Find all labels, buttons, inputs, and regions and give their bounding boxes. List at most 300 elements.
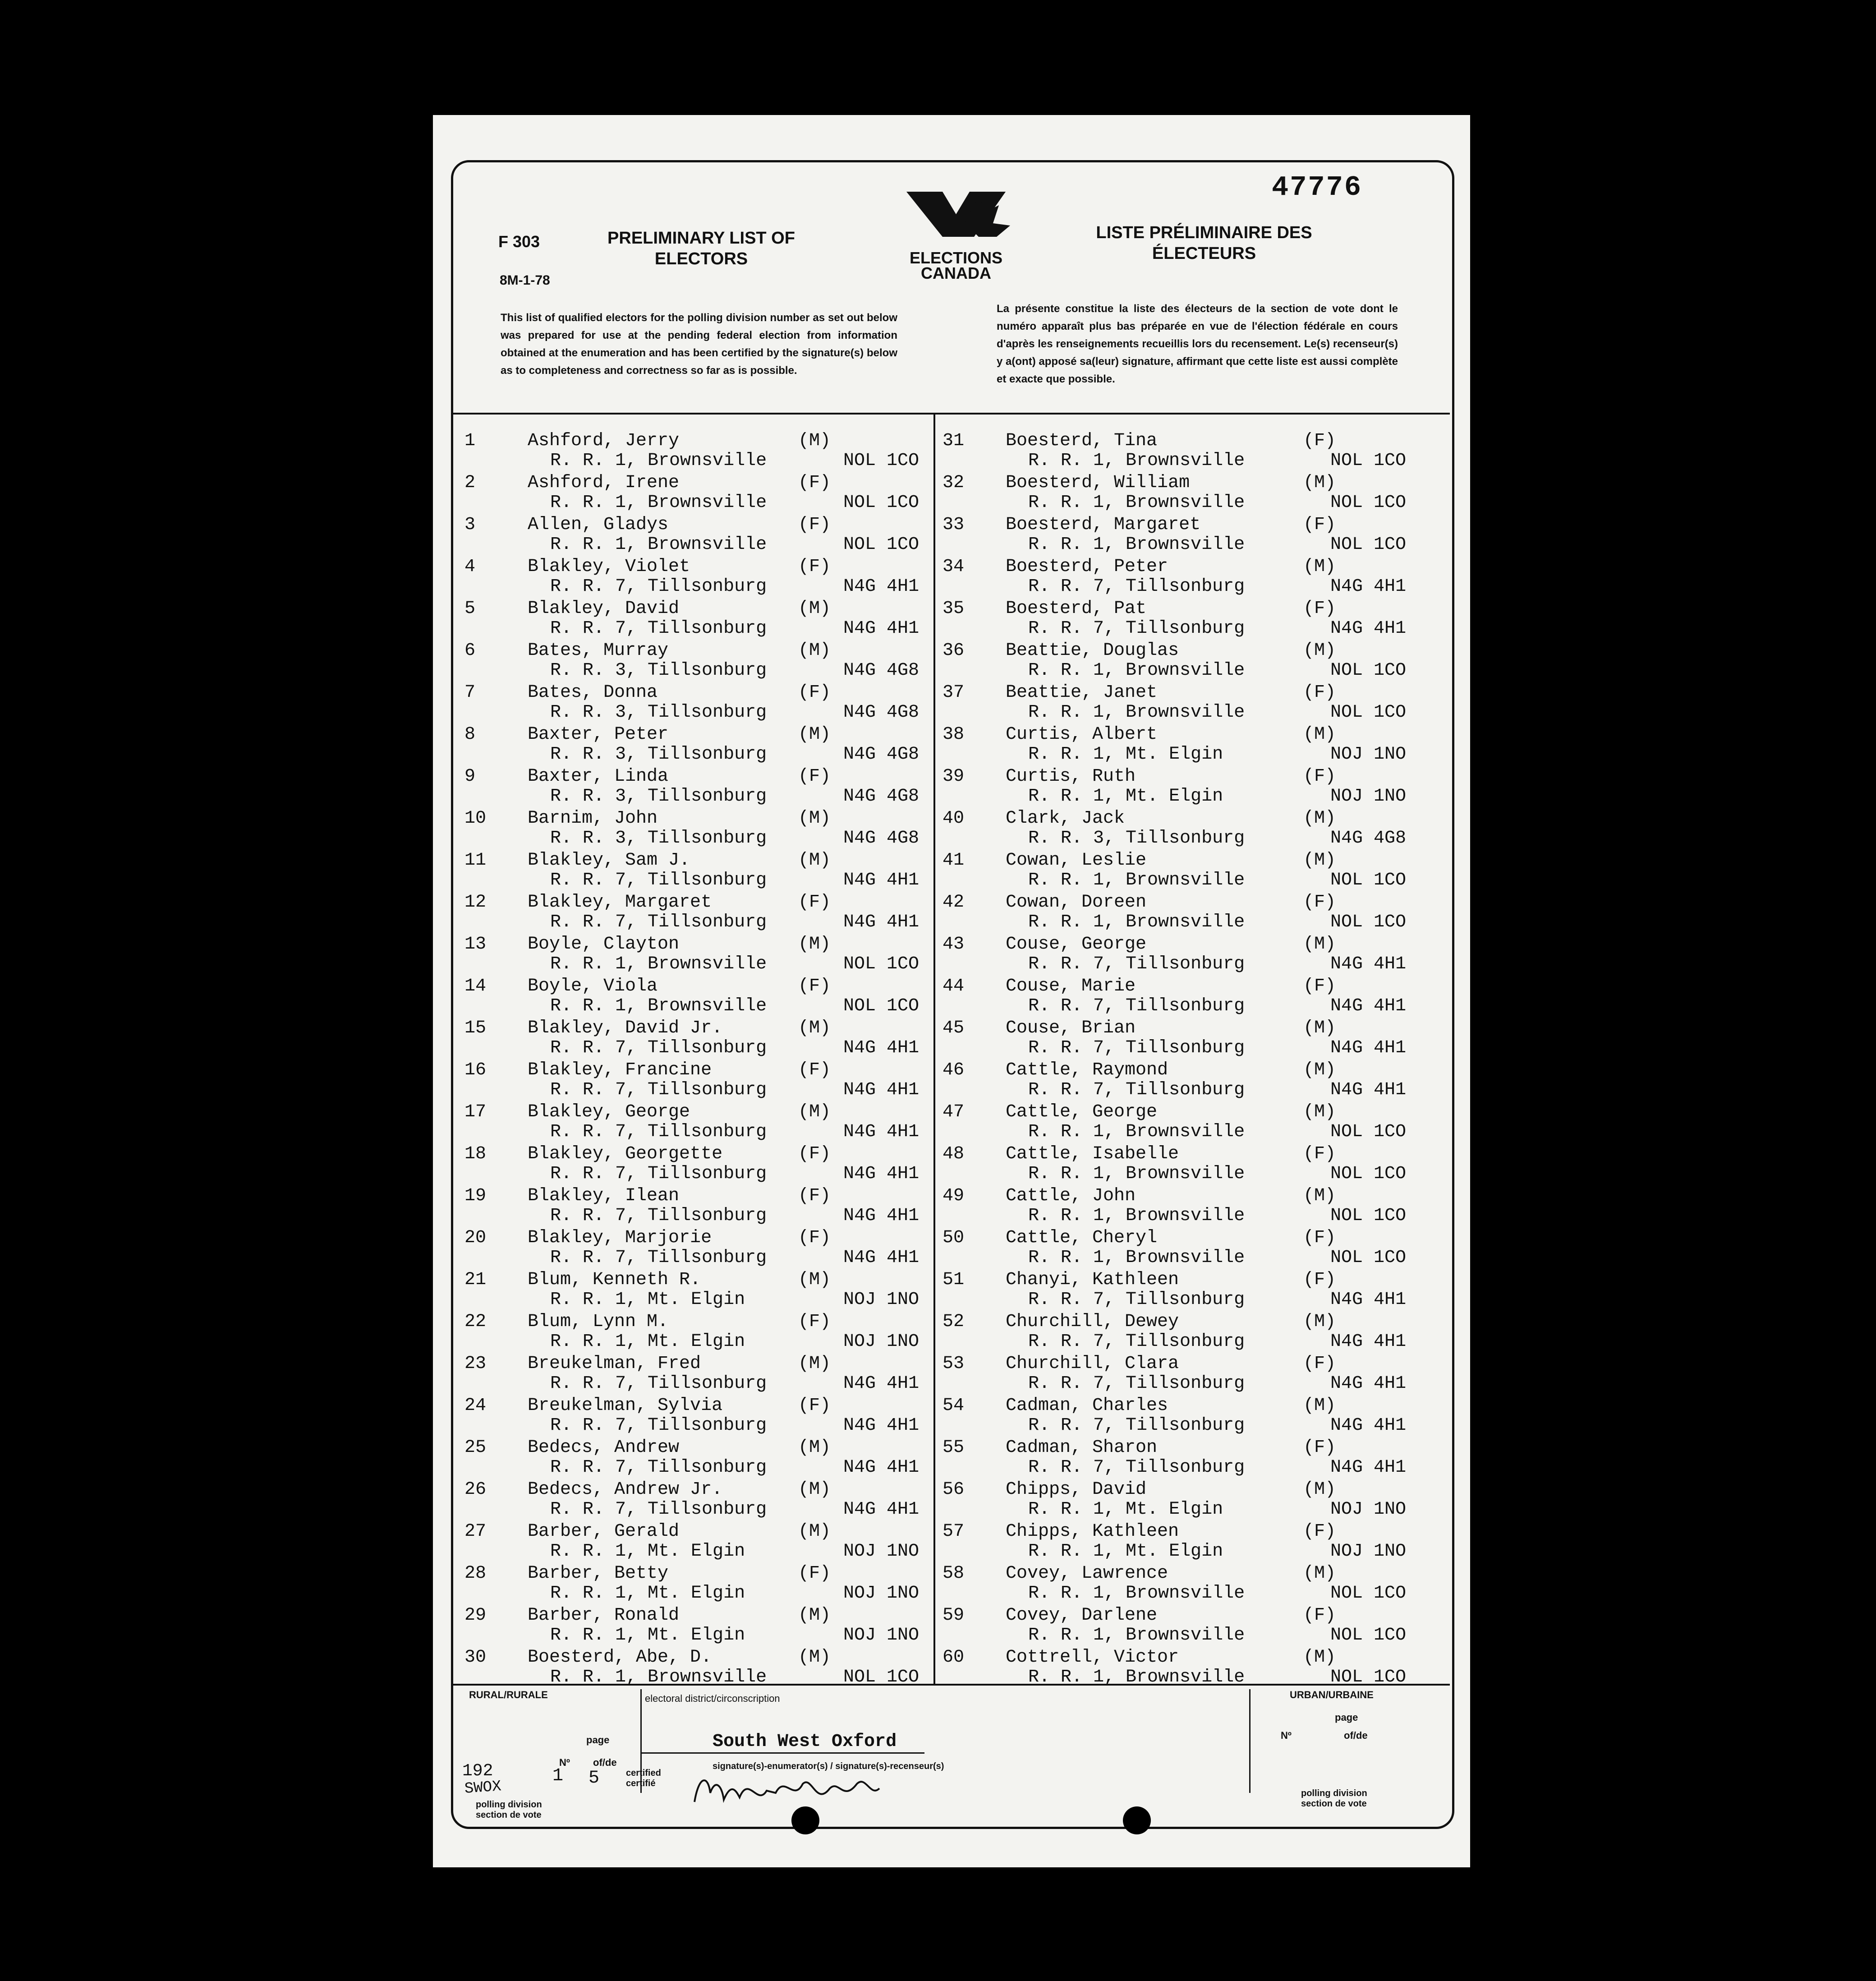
elector-number: 6 — [464, 640, 476, 661]
elector-name: Bedecs, Andrew — [528, 1437, 680, 1458]
elector-sex: (F) — [1303, 892, 1336, 912]
elector-name: Bedecs, Andrew Jr. — [528, 1479, 723, 1500]
elector-number: 2 — [464, 473, 476, 493]
elector-address: R. R. 7, Tillsonburg — [550, 1248, 767, 1268]
elector-number: 21 — [464, 1270, 487, 1290]
elector-number: 52 — [943, 1312, 965, 1332]
elector-postal-code: N4G 4H1 — [843, 1457, 920, 1478]
elector-sex: (M) — [1303, 808, 1336, 829]
elector-number: 60 — [943, 1647, 965, 1668]
elector-name: Couse, Brian — [1006, 1018, 1136, 1038]
elector-name: Cattle, Cheryl — [1006, 1228, 1158, 1248]
elector-address: R. R. 7, Tillsonburg — [1028, 1415, 1245, 1436]
elector-postal-code: NOL 1CO — [1330, 702, 1407, 723]
elector-sex: (M) — [1303, 934, 1336, 954]
elector-postal-code: N4G 4H1 — [1330, 1290, 1407, 1310]
elector-number: 46 — [943, 1060, 965, 1080]
elector-name: Cowan, Doreen — [1006, 892, 1147, 912]
elector-address: R. R. 1, Brownsville — [1028, 912, 1245, 932]
elector-name: Churchill, Dewey — [1006, 1312, 1179, 1332]
elector-name: Curtis, Albert — [1006, 724, 1158, 745]
elector-name: Barnim, John — [528, 808, 658, 829]
elector-sex: (M) — [1303, 1647, 1336, 1668]
elector-postal-code: NOJ 1NO — [843, 1625, 920, 1645]
elector-number: 51 — [943, 1270, 965, 1290]
elector-number: 31 — [943, 431, 965, 451]
elector-postal-code: N4G 4H1 — [843, 576, 920, 597]
elector-postal-code: N4G 4H1 — [1330, 576, 1407, 597]
elector-postal-code: NOL 1CO — [1330, 534, 1407, 555]
elector-sex: (M) — [798, 1479, 831, 1500]
elector-postal-code: N4G 4H1 — [1330, 1373, 1407, 1394]
elector-address: R. R. 1, Brownsville — [1028, 1122, 1245, 1142]
elector-number: 1 — [464, 431, 476, 451]
elector-number: 50 — [943, 1228, 965, 1248]
elector-number: 15 — [464, 1018, 487, 1038]
title-french: LISTE PRÉLIMINAIRE DES ÉLECTEURS — [1096, 223, 1312, 263]
elector-address: R. R. 1, Brownsville — [1028, 534, 1245, 555]
elector-name: Cottrell, Victor — [1006, 1647, 1179, 1668]
certified-label: certified certifié — [626, 1768, 661, 1788]
elector-address: R. R. 7, Tillsonburg — [1028, 618, 1245, 639]
elector-sex: (F) — [798, 1228, 831, 1248]
elector-number: 24 — [464, 1396, 487, 1416]
elector-postal-code: N4G 4H1 — [1330, 1080, 1407, 1100]
elector-sex: (M) — [1303, 557, 1336, 577]
elector-number: 23 — [464, 1354, 487, 1374]
elector-number: 49 — [943, 1186, 965, 1206]
elector-number: 33 — [943, 515, 965, 535]
elector-number: 16 — [464, 1060, 487, 1080]
elector-name: Blakley, Margaret — [528, 892, 712, 912]
elector-address: R. R. 1, Brownsville — [1028, 1248, 1245, 1268]
elector-name: Blum, Lynn M. — [528, 1312, 669, 1332]
elector-sex: (F) — [1303, 766, 1336, 787]
elector-sex: (F) — [798, 1563, 831, 1584]
elector-number: 4 — [464, 557, 476, 577]
elector-postal-code: NOL 1CO — [843, 493, 920, 513]
elector-address: R. R. 7, Tillsonburg — [1028, 1038, 1245, 1058]
elector-postal-code: NOL 1CO — [1330, 1583, 1407, 1603]
elector-name: Couse, George — [1006, 934, 1147, 954]
elector-address: R. R. 7, Tillsonburg — [550, 1415, 767, 1436]
elector-number: 48 — [943, 1144, 965, 1164]
column-divider — [933, 413, 935, 1685]
elector-address: R. R. 7, Tillsonburg — [550, 576, 767, 597]
elector-number: 29 — [464, 1605, 487, 1626]
elector-address: R. R. 3, Tillsonburg — [550, 828, 767, 848]
elector-sex: (F) — [798, 1312, 831, 1332]
elector-postal-code: NOL 1CO — [1330, 1625, 1407, 1645]
elector-address: R. R. 1, Brownsville — [1028, 660, 1245, 681]
elector-sex: (F) — [798, 515, 831, 535]
elector-sex: (M) — [1303, 1102, 1336, 1122]
elector-postal-code: N4G 4H1 — [1330, 1457, 1407, 1478]
elector-sex: (F) — [1303, 515, 1336, 535]
elector-name: Blakley, Sam J. — [528, 850, 690, 871]
elector-address: R. R. 1, Brownsville — [1028, 493, 1245, 513]
elector-address: R. R. 3, Tillsonburg — [550, 660, 767, 681]
punch-hole-right — [1123, 1806, 1151, 1834]
elector-name: Covey, Darlene — [1006, 1605, 1158, 1626]
elector-name: Breukelman, Sylvia — [528, 1396, 723, 1416]
elector-number: 39 — [943, 766, 965, 787]
elector-sex: (F) — [1303, 1354, 1336, 1374]
logo-line-1: ELECTIONS — [909, 249, 1002, 267]
elector-postal-code: N4G 4H1 — [843, 1373, 920, 1394]
elector-number: 26 — [464, 1479, 487, 1500]
elector-sex: (F) — [798, 1186, 831, 1206]
elector-sex: (M) — [1303, 724, 1336, 745]
elector-address: R. R. 1, Brownsville — [550, 451, 767, 471]
form-number: F 303 — [498, 232, 540, 251]
elector-number: 11 — [464, 850, 487, 871]
urban-page-label: page — [1335, 1712, 1358, 1723]
elector-sex: (F) — [798, 473, 831, 493]
elector-sex: (F) — [798, 1396, 831, 1416]
elector-postal-code: N4G 4G8 — [843, 660, 920, 681]
elector-postal-code: NOL 1CO — [1330, 1164, 1407, 1184]
elector-sex: (F) — [1303, 682, 1336, 703]
elector-postal-code: N4G 4G8 — [843, 744, 920, 765]
table-top-rule — [453, 413, 1450, 415]
elector-address: R. R. 7, Tillsonburg — [1028, 1373, 1245, 1394]
district-underline — [640, 1752, 924, 1754]
elector-address: R. R. 7, Tillsonburg — [550, 912, 767, 932]
elector-postal-code: N4G 4H1 — [843, 1164, 920, 1184]
elector-postal-code: NOJ 1NO — [1330, 786, 1407, 806]
elector-sex: (M) — [798, 1647, 831, 1668]
elector-address: R. R. 7, Tillsonburg — [1028, 1457, 1245, 1478]
elector-name: Boesterd, William — [1006, 473, 1190, 493]
serial-number: 47776 — [1272, 171, 1363, 203]
elector-postal-code: N4G 4H1 — [843, 1499, 920, 1520]
elector-address: R. R. 1, Mt. Elgin — [550, 1625, 745, 1645]
elector-sex: (F) — [1303, 1605, 1336, 1626]
urban-polling-division-label: polling division section de vote — [1301, 1788, 1367, 1809]
elector-address: R. R. 7, Tillsonburg — [550, 1080, 767, 1100]
elector-number: 40 — [943, 808, 965, 829]
elector-address: R. R. 1, Brownsville — [1028, 1625, 1245, 1645]
elector-postal-code: NOJ 1NO — [843, 1583, 920, 1603]
elector-postal-code: N4G 4G8 — [843, 828, 920, 848]
elector-sex: (F) — [798, 976, 831, 996]
elector-sex: (F) — [798, 1060, 831, 1080]
elector-sex: (F) — [798, 1144, 831, 1164]
elector-postal-code: NOL 1CO — [1330, 1667, 1407, 1687]
elector-postal-code: N4G 4H1 — [1330, 1331, 1407, 1352]
elector-name: Chipps, David — [1006, 1479, 1147, 1500]
elector-name: Chipps, Kathleen — [1006, 1521, 1179, 1542]
elector-sex: (M) — [798, 934, 831, 954]
elector-name: Curtis, Ruth — [1006, 766, 1136, 787]
elector-sex: (M) — [1303, 1186, 1336, 1206]
elector-sex: (M) — [798, 1270, 831, 1290]
elector-name: Churchill, Clara — [1006, 1354, 1179, 1374]
elector-number: 41 — [943, 850, 965, 871]
no-label: Nº — [559, 1757, 570, 1768]
elector-sex: (F) — [1303, 976, 1336, 996]
elector-address: R. R. 1, Mt. Elgin — [550, 1541, 745, 1562]
elector-address: R. R. 1, Mt. Elgin — [1028, 744, 1223, 765]
elector-address: R. R. 7, Tillsonburg — [1028, 1080, 1245, 1100]
elector-name: Boyle, Viola — [528, 976, 658, 996]
elector-number: 13 — [464, 934, 487, 954]
elector-postal-code: N4G 4H1 — [843, 1206, 920, 1226]
elector-sex: (M) — [798, 431, 831, 451]
elector-number: 36 — [943, 640, 965, 661]
elector-name: Barber, Betty — [528, 1563, 669, 1584]
elector-name: Ashford, Jerry — [528, 431, 680, 451]
elector-postal-code: N4G 4G8 — [1330, 828, 1407, 848]
elector-address: R. R. 1, Brownsville — [550, 996, 767, 1016]
elector-address: R. R. 1, Brownsville — [1028, 1583, 1245, 1603]
page-number: 1 — [552, 1766, 564, 1786]
elector-number: 45 — [943, 1018, 965, 1038]
elector-postal-code: NOL 1CO — [1330, 1122, 1407, 1142]
elector-name: Boesterd, Margaret — [1006, 515, 1201, 535]
elector-name: Boesterd, Pat — [1006, 599, 1147, 619]
notice-french: La présente constitue la liste des électeurs de la section de vote dont le numéro apparaît plus bas préparée en vue de l'élection fédérale en cours d'après les renseignements recueillis lors du recensement. Le(s) recenseur(s) y a(ont) apposé sa(leur) signature, affirmant que cette liste est aussi complète et exacte que possible. — [997, 303, 1398, 385]
elector-number: 44 — [943, 976, 965, 996]
elector-number: 20 — [464, 1228, 487, 1248]
elector-name: Beattie, Douglas — [1006, 640, 1179, 661]
elector-address: R. R. 3, Tillsonburg — [550, 786, 767, 806]
elector-sex: (M) — [798, 724, 831, 745]
elector-address: R. R. 1, Brownsville — [1028, 451, 1245, 471]
polling-division-number: 192 — [462, 1761, 493, 1781]
elector-address: R. R. 1, Mt. Elgin — [550, 1331, 745, 1352]
elector-name: Boesterd, Tina — [1006, 431, 1158, 451]
district-name: South West Oxford — [713, 1732, 897, 1752]
elector-number: 56 — [943, 1479, 965, 1500]
elector-sex: (M) — [798, 1521, 831, 1542]
elector-number: 19 — [464, 1186, 487, 1206]
elector-name: Blakley, George — [528, 1102, 690, 1122]
elector-postal-code: NOL 1CO — [1330, 1248, 1407, 1268]
elector-address: R. R. 7, Tillsonburg — [550, 1499, 767, 1520]
notice-english: This list of qualified electors for the polling division number as set out below was prepared for use at the pending federal election from information obtained at the enumeration and has been certified by the signature(s) below as to completeness and correctness so far as is possible. — [501, 312, 897, 377]
elector-name: Blakley, David Jr. — [528, 1018, 723, 1038]
elector-number: 57 — [943, 1521, 965, 1542]
elector-name: Bates, Murray — [528, 640, 669, 661]
elector-address: R. R. 7, Tillsonburg — [1028, 1331, 1245, 1352]
elector-name: Blakley, David — [528, 599, 680, 619]
elector-number: 54 — [943, 1396, 965, 1416]
elector-name: Cadman, Sharon — [1006, 1437, 1158, 1458]
elector-name: Blakley, Ilean — [528, 1186, 680, 1206]
elector-name: Blakley, Georgette — [528, 1144, 723, 1164]
elector-sex: (F) — [1303, 1270, 1336, 1290]
elector-postal-code: N4G 4H1 — [1330, 618, 1407, 639]
elector-number: 28 — [464, 1563, 487, 1584]
elector-postal-code: NOL 1CO — [843, 954, 920, 974]
elector-postal-code: NOL 1CO — [843, 996, 920, 1016]
elector-postal-code: N4G 4H1 — [1330, 1038, 1407, 1058]
elector-address: R. R. 1, Brownsville — [550, 954, 767, 974]
elector-address: R. R. 7, Tillsonburg — [1028, 996, 1245, 1016]
elector-address: R. R. 1, Mt. Elgin — [1028, 1499, 1223, 1520]
elector-number: 58 — [943, 1563, 965, 1584]
title-english: PRELIMINARY LIST OF ELECTORS — [607, 229, 795, 268]
elector-name: Cowan, Leslie — [1006, 850, 1147, 871]
elector-address: R. R. 7, Tillsonburg — [1028, 1290, 1245, 1310]
elector-sex: (M) — [1303, 1396, 1336, 1416]
elector-sex: (M) — [798, 1102, 831, 1122]
elector-number: 59 — [943, 1605, 965, 1626]
elector-address: R. R. 1, Mt. Elgin — [550, 1290, 745, 1310]
elector-address: R. R. 3, Tillsonburg — [550, 702, 767, 723]
form-version: 8M-1-78 — [500, 273, 550, 288]
elector-address: R. R. 7, Tillsonburg — [550, 1122, 767, 1142]
elector-postal-code: NOL 1CO — [1330, 660, 1407, 681]
urban-of-label: of/de — [1344, 1730, 1368, 1741]
elector-name: Cattle, Raymond — [1006, 1060, 1168, 1080]
footer-divider-right — [1249, 1689, 1251, 1793]
of-label: of/de — [593, 1757, 617, 1768]
elector-address: R. R. 7, Tillsonburg — [550, 1373, 767, 1394]
elector-address: R. R. 1, Brownsville — [1028, 1667, 1245, 1687]
elector-address: R. R. 1, Mt. Elgin — [1028, 1541, 1223, 1562]
elector-name: Baxter, Linda — [528, 766, 669, 787]
elector-name: Cadman, Charles — [1006, 1396, 1168, 1416]
elector-postal-code: N4G 4H1 — [843, 618, 920, 639]
elector-postal-code: NOJ 1NO — [843, 1331, 920, 1352]
elector-name: Baxter, Peter — [528, 724, 669, 745]
elector-number: 10 — [464, 808, 487, 829]
elector-sex: (M) — [1303, 1312, 1336, 1332]
elector-address: R. R. 7, Tillsonburg — [550, 1164, 767, 1184]
elector-address: R. R. 1, Mt. Elgin — [550, 1583, 745, 1603]
elector-postal-code: N4G 4H1 — [843, 1415, 920, 1436]
elector-number: 30 — [464, 1647, 487, 1668]
elector-name: Covey, Lawrence — [1006, 1563, 1168, 1584]
elector-sex: (M) — [798, 1605, 831, 1626]
elector-sex: (M) — [798, 850, 831, 871]
elector-postal-code: NOL 1CO — [1330, 870, 1407, 890]
elector-sex: (F) — [1303, 599, 1336, 619]
elector-postal-code: N4G 4H1 — [843, 1122, 920, 1142]
elector-number: 18 — [464, 1144, 487, 1164]
elector-address: R. R. 1, Brownsville — [1028, 1164, 1245, 1184]
elector-number: 5 — [464, 599, 476, 619]
elector-name: Couse, Marie — [1006, 976, 1136, 996]
elector-sex: (F) — [798, 682, 831, 703]
elector-number: 12 — [464, 892, 487, 912]
elector-postal-code: N4G 4H1 — [843, 1038, 920, 1058]
elector-name: Barber, Ronald — [528, 1605, 680, 1626]
elector-sex: (M) — [1303, 640, 1336, 661]
elector-address: R. R. 7, Tillsonburg — [550, 1038, 767, 1058]
elector-sex: (M) — [1303, 1060, 1336, 1080]
elector-sex: (M) — [1303, 1479, 1336, 1500]
elector-sex: (M) — [1303, 1563, 1336, 1584]
elector-postal-code: NOL 1CO — [1330, 493, 1407, 513]
elector-name: Blum, Kenneth R. — [528, 1270, 701, 1290]
logo-wordmark — [888, 250, 1024, 281]
elector-sex: (F) — [1303, 1228, 1336, 1248]
elector-name: Boesterd, Abe, D. — [528, 1647, 712, 1668]
elector-sex: (F) — [1303, 1437, 1336, 1458]
elector-sex: (M) — [798, 599, 831, 619]
elector-number: 8 — [464, 724, 476, 745]
elector-postal-code: NOJ 1NO — [843, 1290, 920, 1310]
elector-sex: (F) — [1303, 1144, 1336, 1164]
elector-name: Boesterd, Peter — [1006, 557, 1168, 577]
elector-name: Chanyi, Kathleen — [1006, 1270, 1179, 1290]
elector-number: 34 — [943, 557, 965, 577]
rural-label: RURAL/RURALE — [469, 1689, 548, 1700]
elector-postal-code: NOJ 1NO — [843, 1541, 920, 1562]
elector-number: 22 — [464, 1312, 487, 1332]
polling-division-label: polling division section de vote — [476, 1800, 542, 1820]
elector-sex: (M) — [798, 1018, 831, 1038]
elector-sex: (F) — [1303, 1521, 1336, 1542]
elector-postal-code: NOL 1CO — [1330, 1206, 1407, 1226]
page-label: page — [586, 1734, 610, 1746]
elector-address: R. R. 7, Tillsonburg — [550, 870, 767, 890]
elector-name: Bates, Donna — [528, 682, 658, 703]
elector-name: Breukelman, Fred — [528, 1354, 701, 1374]
elector-number: 17 — [464, 1102, 487, 1122]
elector-address: R. R. 7, Tillsonburg — [550, 1457, 767, 1478]
elector-address: R. R. 1, Brownsville — [1028, 702, 1245, 723]
elector-postal-code: NOL 1CO — [1330, 912, 1407, 932]
elector-sex: (M) — [798, 1354, 831, 1374]
elector-postal-code: NOL 1CO — [843, 534, 920, 555]
elector-address: R. R. 1, Mt. Elgin — [1028, 786, 1223, 806]
elector-sex: (F) — [1303, 431, 1336, 451]
elector-number: 53 — [943, 1354, 965, 1374]
elector-name: Ashford, Irene — [528, 473, 680, 493]
elector-name: Allen, Gladys — [528, 515, 669, 535]
urban-label: URBAN/URBAINE — [1290, 1689, 1374, 1700]
punch-hole-left — [791, 1806, 819, 1834]
elector-name: Cattle, John — [1006, 1186, 1136, 1206]
elector-sex: (F) — [798, 766, 831, 787]
elector-postal-code: N4G 4H1 — [1330, 954, 1407, 974]
elector-postal-code: N4G 4H1 — [843, 870, 920, 890]
elector-number: 42 — [943, 892, 965, 912]
elector-postal-code: NOJ 1NO — [1330, 744, 1407, 765]
elector-number: 43 — [943, 934, 965, 954]
elector-number: 32 — [943, 473, 965, 493]
elector-address: R. R. 1, Brownsville — [550, 493, 767, 513]
elector-name: Barber, Gerald — [528, 1521, 680, 1542]
page-total: 5 — [589, 1768, 600, 1788]
elector-sex: (M) — [798, 640, 831, 661]
elector-address: R. R. 7, Tillsonburg — [550, 1206, 767, 1226]
elector-postal-code: N4G 4G8 — [843, 702, 920, 723]
elector-number: 25 — [464, 1437, 487, 1458]
elector-address: R. R. 1, Brownsville — [1028, 870, 1245, 890]
elector-address: R. R. 7, Tillsonburg — [1028, 954, 1245, 974]
document-page — [433, 115, 1470, 1867]
district-label: electoral district/circonscription — [645, 1693, 780, 1704]
elector-number: 27 — [464, 1521, 487, 1542]
elector-address: R. R. 1, Brownsville — [1028, 1206, 1245, 1226]
elector-address: R. R. 1, Brownsville — [550, 534, 767, 555]
elector-name: Beattie, Janet — [1006, 682, 1158, 703]
elector-number: 37 — [943, 682, 965, 703]
elector-address: R. R. 7, Tillsonburg — [550, 618, 767, 639]
logo-line-2: CANADA — [921, 264, 991, 282]
elector-address: R. R. 3, Tillsonburg — [550, 744, 767, 765]
elector-sex: (M) — [1303, 473, 1336, 493]
elector-address: R. R. 3, Tillsonburg — [1028, 828, 1245, 848]
elector-postal-code: N4G 4H1 — [843, 1248, 920, 1268]
elector-sex: (F) — [798, 557, 831, 577]
